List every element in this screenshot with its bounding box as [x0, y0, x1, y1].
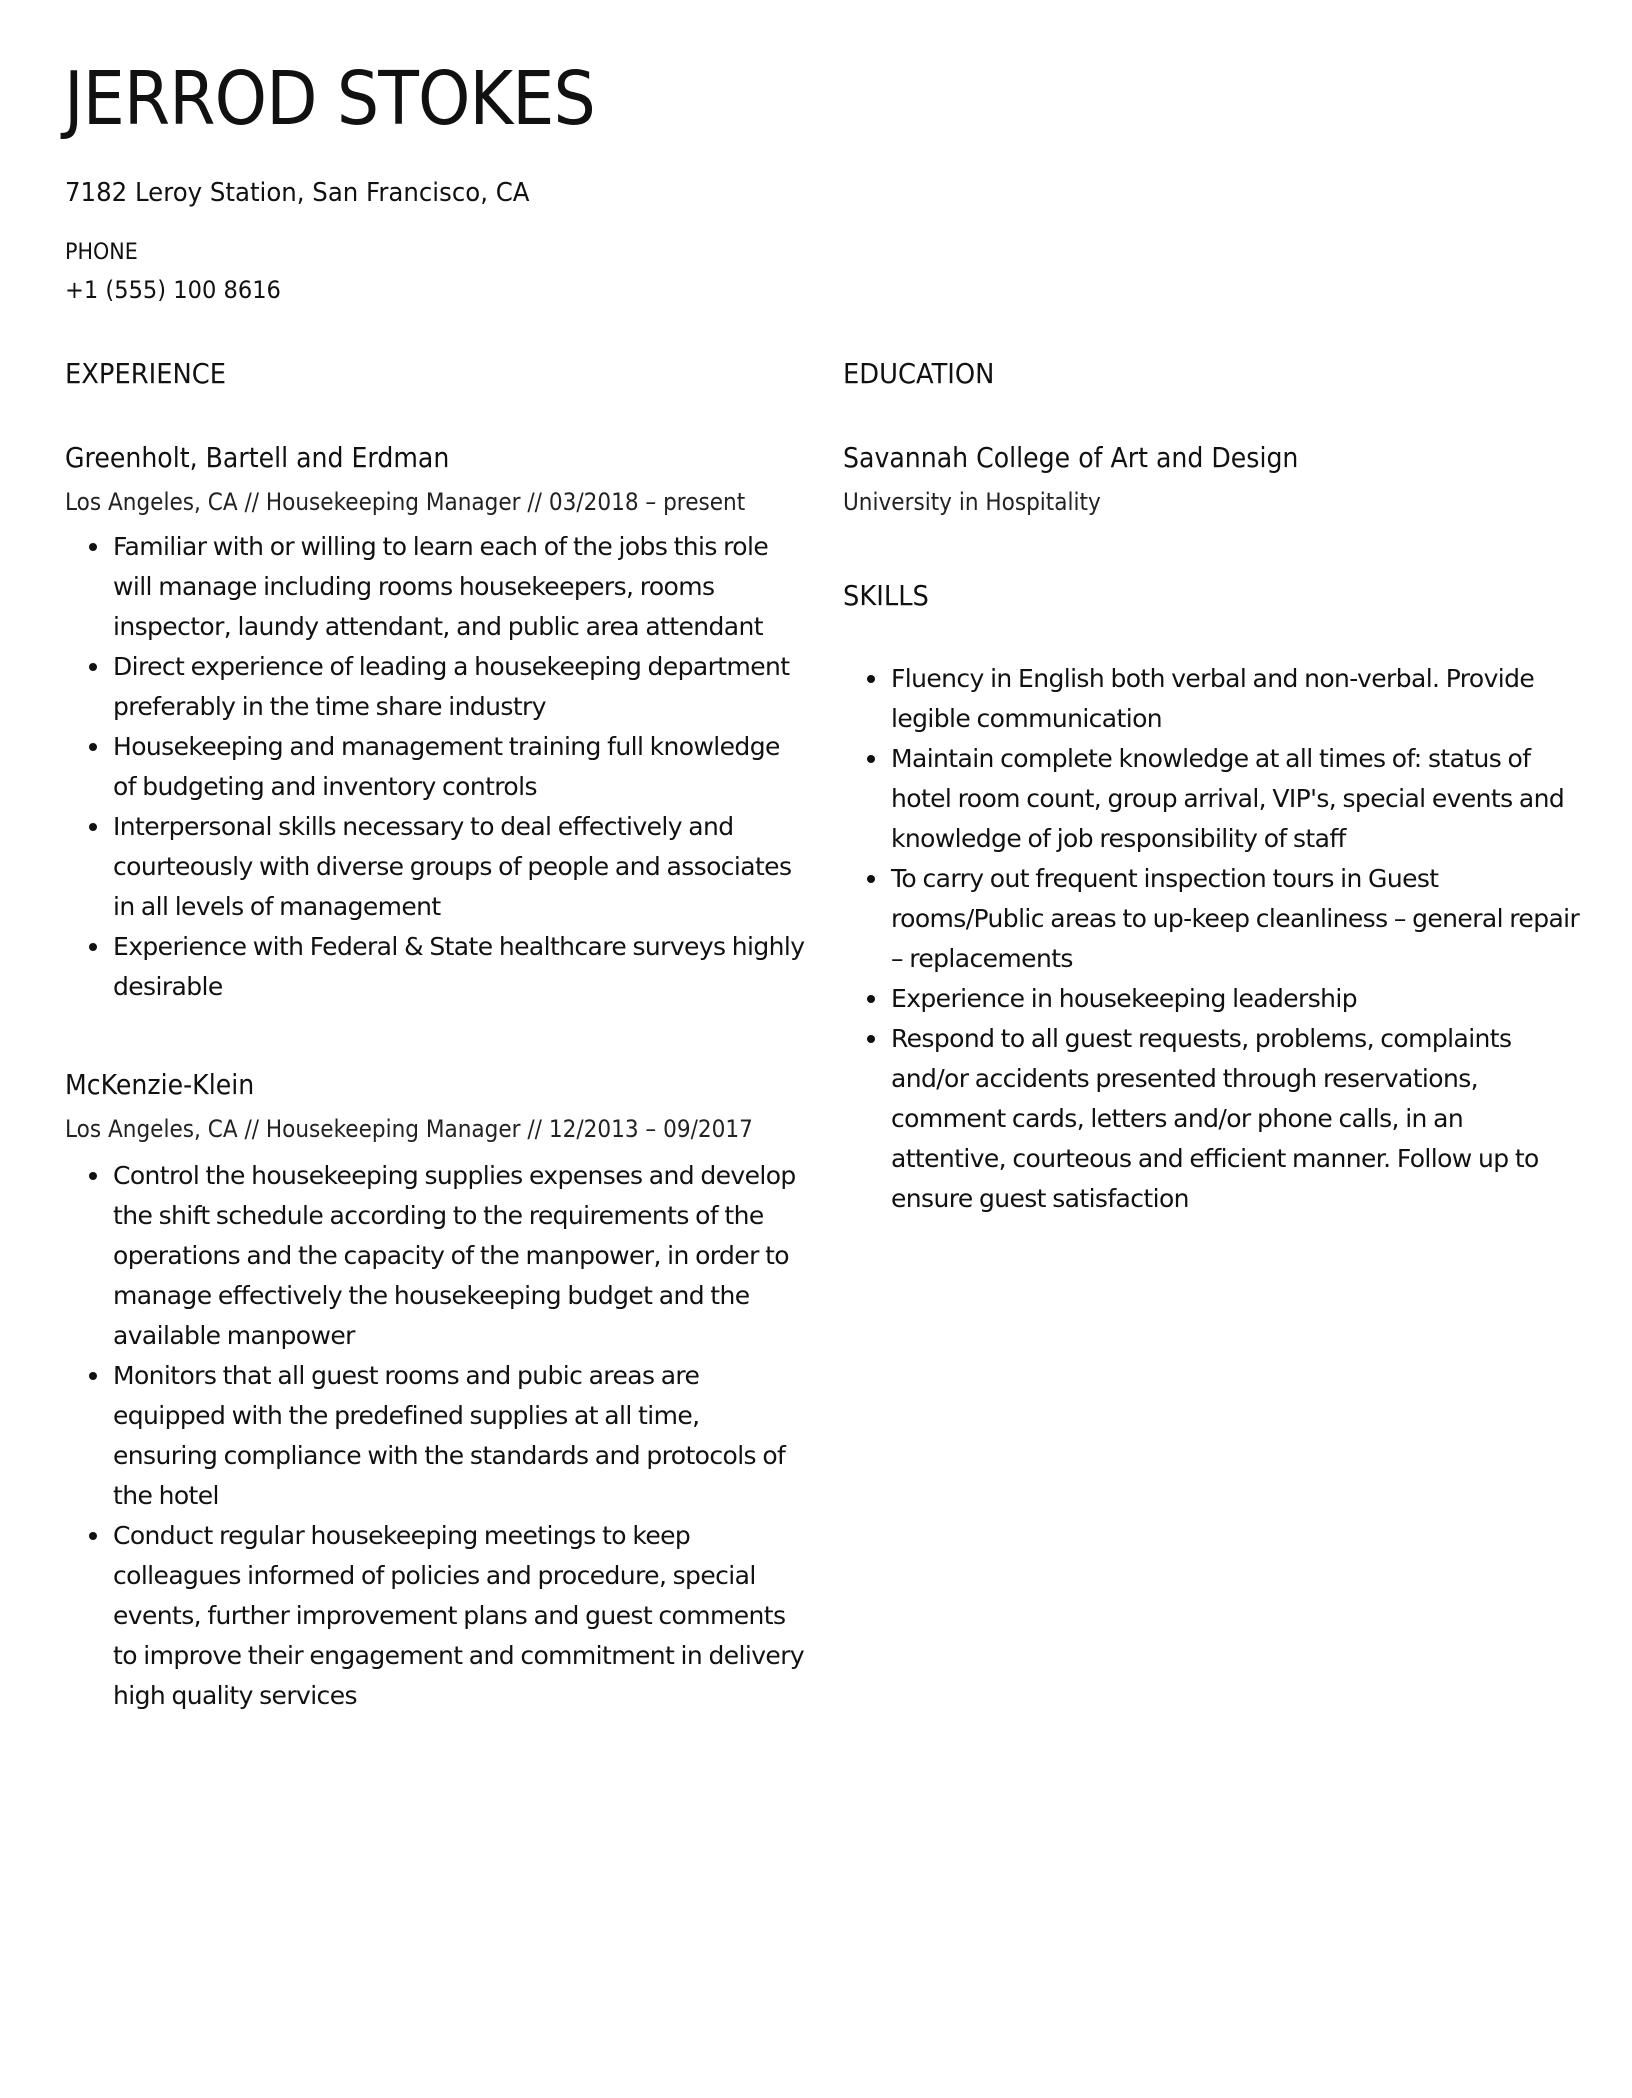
- list-item: Interpersonal skills necessary to deal effectively and courteously with diverse groups of people and associates in all levels of management: [65, 807, 805, 927]
- list-item: Maintain complete knowledge at all times of: status of hotel room count, group arrival, VIP's, special events and knowledge of job responsibility of staff: [843, 739, 1583, 859]
- phone-label: PHONE: [65, 240, 138, 265]
- experience-heading: EXPERIENCE: [65, 357, 227, 390]
- skills-list: [843, 659, 1583, 1219]
- list-item: To carry out frequent inspection tours in Guest rooms/Public areas to up-keep cleanliness – general repair – replacements: [843, 859, 1583, 979]
- job-meta: Los Angeles, CA // Housekeeping Manager // 03/2018 – present: [65, 488, 746, 516]
- list-item: Housekeeping and management training full knowledge of budgeting and inventory controls: [65, 727, 805, 807]
- list-item: Experience in housekeeping leadership: [843, 979, 1583, 1019]
- list-item: Respond to all guest requests, problems, complaints and/or accidents presented through reservations, comment cards, letters and/or phone calls, in an attentive, courteous and efficient manner. Follow up to ensure guest satisfaction: [843, 1019, 1583, 1219]
- job-meta: Los Angeles, CA // Housekeeping Manager // 12/2013 – 09/2017: [65, 1115, 753, 1143]
- list-item: Familiar with or willing to learn each of the jobs this role will manage including rooms housekeepers, rooms inspector, laundy attendant, and public area attendant: [65, 527, 805, 647]
- job-bullet-list: [65, 1156, 805, 1716]
- list-item: Monitors that all guest rooms and pubic areas are equipped with the predefined supplies at all time, ensuring compliance with the standards and protocols of the hotel: [65, 1356, 805, 1516]
- list-item: Control the housekeeping supplies expenses and develop the shift schedule according to the requirements of the operations and the capacity of the manpower, in order to manage effectively the housekeeping budget and the available manpower: [65, 1156, 805, 1356]
- degree: University in Hospitality: [843, 488, 1101, 516]
- education-heading: EDUCATION: [843, 357, 995, 390]
- job-company: Greenholt, Bartell and Erdman: [65, 441, 450, 474]
- job-bullet-list: [65, 527, 805, 1007]
- list-item: Conduct regular housekeeping meetings to keep colleagues informed of policies and procedure, special events, further improvement plans and guest comments to improve their engagement and commitment in delivery high quality services: [65, 1516, 805, 1716]
- list-item: Direct experience of leading a housekeeping department preferably in the time share industry: [65, 647, 805, 727]
- phone-number: +1 (555) 100 8616: [65, 276, 281, 304]
- list-item: Experience with Federal & State healthcare surveys highly desirable: [65, 927, 805, 1007]
- skills-heading: SKILLS: [843, 579, 929, 612]
- school-name: Savannah College of Art and Design: [843, 441, 1299, 474]
- job-company: McKenzie-Klein: [65, 1068, 255, 1101]
- list-item: Fluency in English both verbal and non-verbal. Provide legible communication: [843, 659, 1583, 739]
- address: 7182 Leroy Station, San Francisco, CA: [65, 178, 530, 208]
- candidate-name: JERROD STOKES: [64, 56, 595, 142]
